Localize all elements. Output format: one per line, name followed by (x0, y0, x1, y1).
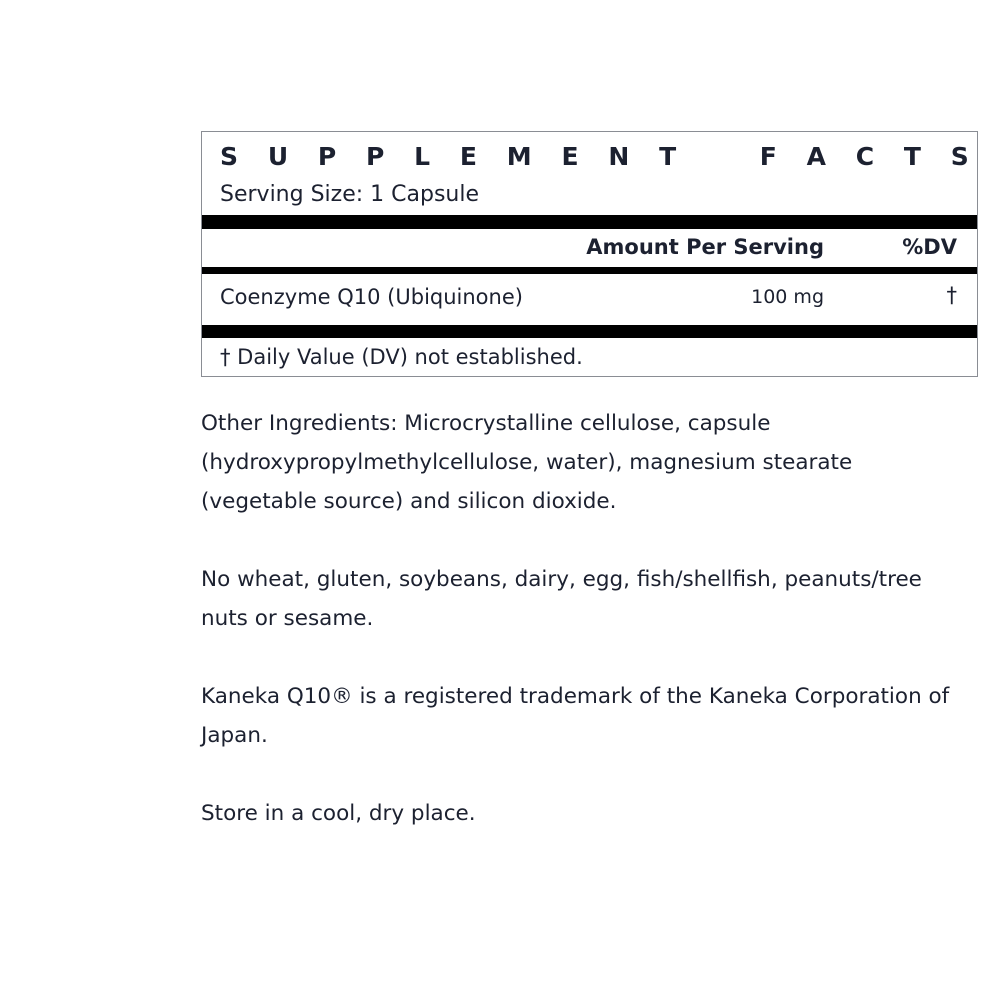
daily-value-header: %DV (902, 235, 957, 259)
title-letter: U (267, 141, 289, 171)
allergen-statement: No wheat, gluten, soybeans, dairy, egg, fish/shellfish, peanuts/tree nuts or sesame. (201, 567, 922, 631)
daily-value-footnote: † Daily Value (DV) not established. (220, 345, 583, 369)
other-ingredients-text: Other Ingredients: Microcrystalline cellulose, capsule (hydroxypropylmethylcellulose, water), magnesium stearate (vegetable source) and silicon dioxide. (201, 411, 853, 514)
title-letter: F (759, 141, 777, 171)
title-letter: T (659, 141, 677, 171)
title-letter: P (317, 141, 337, 171)
title-letter: S (220, 141, 239, 171)
ingredient-amount: 100 mg (751, 286, 824, 308)
facts-header-row (202, 229, 977, 267)
trademark-statement: Kaneka Q10® is a registered trademark of the Kaneka Corporation of Japan. (201, 684, 950, 748)
title-letter: L (414, 141, 431, 171)
divider-medium (202, 267, 977, 274)
title-letter: S (950, 141, 969, 171)
title-letter: A (806, 141, 826, 171)
title-letter: N (608, 141, 630, 171)
storage-instructions: Store in a cool, dry place. (201, 801, 476, 826)
ingredient-daily-value: † (946, 283, 957, 307)
amount-per-serving-header: Amount Per Serving (586, 235, 824, 259)
serving-size: Serving Size: 1 Capsule (220, 182, 479, 207)
title-letter: P (366, 141, 385, 171)
supplement-facts-panel (201, 131, 978, 377)
product-notes (201, 404, 961, 872)
supplement-facts-title (220, 138, 969, 174)
title-letter: M (506, 141, 532, 171)
title-letter: E (561, 141, 579, 171)
title-letter: E (459, 141, 477, 171)
divider-thick (202, 325, 977, 338)
ingredient-name: Coenzyme Q10 (Ubiquinone) (220, 285, 523, 309)
divider-thick (202, 215, 977, 229)
title-letter: T (903, 141, 921, 171)
ingredient-row (202, 274, 977, 325)
title-letter: C (855, 141, 875, 171)
